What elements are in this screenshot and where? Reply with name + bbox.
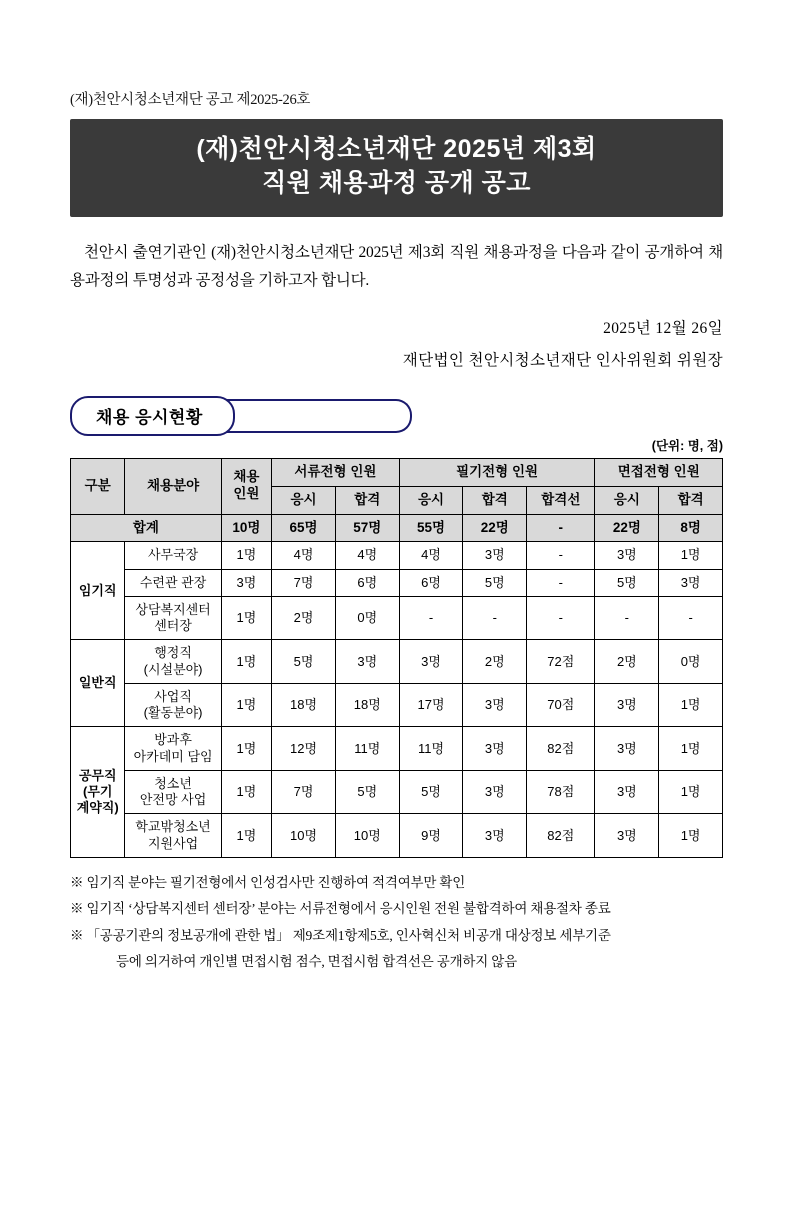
row-interview-passed: 1명: [659, 770, 723, 814]
total-cell: 65명: [272, 514, 336, 542]
row-quota: 1명: [221, 640, 271, 684]
row-written-passed: 3명: [463, 683, 527, 727]
total-cell: 8명: [659, 514, 723, 542]
row-written-applied: 17명: [399, 683, 463, 727]
row-interview-applied: 5명: [595, 569, 659, 596]
th-doc-passed: 합격: [335, 486, 399, 514]
row-quota: 1명: [221, 683, 271, 727]
table-row: [71, 569, 723, 596]
th-interview-stage: 면접전형 인원: [595, 458, 723, 486]
table-row: [71, 596, 723, 640]
table-total-row: [71, 514, 723, 542]
section-title: 채용 응시현황: [70, 396, 235, 436]
row-written-applied: -: [399, 596, 463, 640]
intro-paragraph: [70, 239, 723, 296]
intro-text: 천안시 출연기관인 (재)천안시청소년재단 2025년 제3회 직원 채용과정을 다음과 같이 공개하여 채용과정의 투명성과 공정성을 기하고자 합니다.: [70, 243, 723, 290]
row-doc-passed: 0명: [335, 596, 399, 640]
recruitment-status-table: [70, 458, 723, 858]
row-written-cut: -: [527, 542, 595, 569]
row-doc-passed: 4명: [335, 542, 399, 569]
row-written-cut: 78점: [527, 770, 595, 814]
th-quota: 채용 인원: [221, 458, 271, 514]
th-doc-applied: 응시: [272, 486, 336, 514]
th-field: 채용분야: [125, 458, 221, 514]
footnote: ※ 임기직 분야는 필기전형에서 인성검사만 진행하여 적격여부만 확인: [70, 874, 466, 890]
row-doc-passed: 18명: [335, 683, 399, 727]
issue-date: 2025년 12월 26일: [603, 319, 723, 337]
row-interview-applied: 3명: [595, 683, 659, 727]
notice-number: (재)천안시청소년재단 공고 제2025-26호: [70, 92, 311, 108]
row-doc-applied: 4명: [272, 542, 336, 569]
table-header-row-1: [71, 458, 723, 486]
th-document-stage: 서류전형 인원: [272, 458, 399, 486]
row-written-passed: 2명: [463, 640, 527, 684]
row-field-label: 행정직 (시설분야): [125, 640, 221, 684]
row-doc-passed: 5명: [335, 770, 399, 814]
row-quota: 3명: [221, 569, 271, 596]
row-interview-passed: -: [659, 596, 723, 640]
footnote: ※ 임기직 ‘상담복지센터 센터장’ 분야는 서류전형에서 응시인원 전원 불합격하여 채용절차 종료: [70, 901, 611, 917]
total-cell: 22명: [595, 514, 659, 542]
row-written-applied: 11명: [399, 727, 463, 771]
row-written-cut: 82점: [527, 727, 595, 771]
table-row: [71, 542, 723, 569]
row-doc-applied: 18명: [272, 683, 336, 727]
th-interview-passed: 합격: [659, 486, 723, 514]
row-written-passed: 3명: [463, 770, 527, 814]
row-group-label: 일반직: [71, 640, 125, 727]
row-interview-passed: 0명: [659, 640, 723, 684]
footnote-continuation: 등에 의거하여 개인별 면접시험 점수, 면접시험 합격선은 공개하지 않음: [116, 953, 517, 969]
section-pill-tail: [220, 399, 412, 433]
row-interview-applied: 3명: [595, 542, 659, 569]
row-written-applied: 9명: [399, 814, 463, 858]
total-label: 합계: [71, 514, 222, 542]
row-doc-passed: 6명: [335, 569, 399, 596]
th-group: 구분: [71, 458, 125, 514]
row-written-passed: 3명: [463, 814, 527, 858]
row-doc-applied: 2명: [272, 596, 336, 640]
table-row: [71, 683, 723, 727]
document-page: [0, 88, 793, 1209]
title-line-1: (재)천안시청소년재단 2025년 제3회: [196, 135, 597, 163]
row-written-applied: 6명: [399, 569, 463, 596]
row-written-passed: 5명: [463, 569, 527, 596]
row-quota: 1명: [221, 542, 271, 569]
th-written-applied: 응시: [399, 486, 463, 514]
unit-note: (단위: 명, 점): [651, 438, 723, 453]
row-field-label: 사무국장: [125, 542, 221, 569]
row-doc-passed: 10명: [335, 814, 399, 858]
row-doc-applied: 7명: [272, 770, 336, 814]
row-quota: 1명: [221, 596, 271, 640]
th-written-cutline: 합격선: [527, 486, 595, 514]
row-interview-passed: 1명: [659, 683, 723, 727]
table-head: [71, 458, 723, 514]
row-interview-applied: 2명: [595, 640, 659, 684]
row-written-cut: -: [527, 596, 595, 640]
table-body: [71, 514, 723, 857]
row-interview-applied: 3명: [595, 727, 659, 771]
row-written-cut: 72점: [527, 640, 595, 684]
title-line-2: 직원 채용과정 공개 공고: [262, 168, 531, 197]
row-written-cut: 82점: [527, 814, 595, 858]
row-written-passed: -: [463, 596, 527, 640]
row-field-label: 청소년 안전망 사업: [125, 770, 221, 814]
footnote: ※ 「공공기관의 정보공개에 관한 법」 제9조제1항제5호, 인사혁신처 비공개 대상정보 세부기준 등에 의거하여 개인별 면접시험 점수, 면접시험 합격선은 공개하지 않음: [70, 923, 723, 976]
row-field-label: 학교밖청소년 지원사업: [125, 814, 221, 858]
th-written-passed: 합격: [463, 486, 527, 514]
row-group-label: 공무직 (무기 계약직): [71, 727, 125, 858]
th-written-stage: 필기전형 인원: [399, 458, 595, 486]
title-banner: [70, 119, 723, 217]
row-interview-passed: 1명: [659, 727, 723, 771]
total-cell: 55명: [399, 514, 463, 542]
row-field-label: 방과후 아카데미 담임: [125, 727, 221, 771]
row-quota: 1명: [221, 727, 271, 771]
row-doc-passed: 3명: [335, 640, 399, 684]
section-header: [70, 396, 723, 432]
footnotes: [70, 870, 723, 975]
row-written-applied: 4명: [399, 542, 463, 569]
row-written-passed: 3명: [463, 542, 527, 569]
row-written-applied: 3명: [399, 640, 463, 684]
row-doc-applied: 5명: [272, 640, 336, 684]
row-doc-applied: 7명: [272, 569, 336, 596]
row-interview-passed: 3명: [659, 569, 723, 596]
total-cell: 22명: [463, 514, 527, 542]
row-field-label: 상담복지센터 센터장: [125, 596, 221, 640]
row-field-label: 사업직 (활동분야): [125, 683, 221, 727]
table-row: [71, 640, 723, 684]
table-row: [71, 727, 723, 771]
row-interview-passed: 1명: [659, 814, 723, 858]
row-group-label: 임기직: [71, 542, 125, 640]
row-interview-passed: 1명: [659, 542, 723, 569]
row-field-label: 수련관 관장: [125, 569, 221, 596]
total-cell: -: [527, 514, 595, 542]
row-written-applied: 5명: [399, 770, 463, 814]
table-row: [71, 770, 723, 814]
th-interview-applied: 응시: [595, 486, 659, 514]
row-interview-applied: 3명: [595, 770, 659, 814]
row-written-cut: -: [527, 569, 595, 596]
total-cell: 57명: [335, 514, 399, 542]
row-interview-applied: -: [595, 596, 659, 640]
table-row: [71, 814, 723, 858]
signer: 재단법인 천안시청소년재단 인사위원회 위원장: [402, 351, 723, 369]
row-written-cut: 70점: [527, 683, 595, 727]
row-doc-applied: 10명: [272, 814, 336, 858]
row-doc-applied: 12명: [272, 727, 336, 771]
total-cell: 10명: [221, 514, 271, 542]
row-doc-passed: 11명: [335, 727, 399, 771]
row-quota: 1명: [221, 814, 271, 858]
row-interview-applied: 3명: [595, 814, 659, 858]
row-written-passed: 3명: [463, 727, 527, 771]
row-quota: 1명: [221, 770, 271, 814]
